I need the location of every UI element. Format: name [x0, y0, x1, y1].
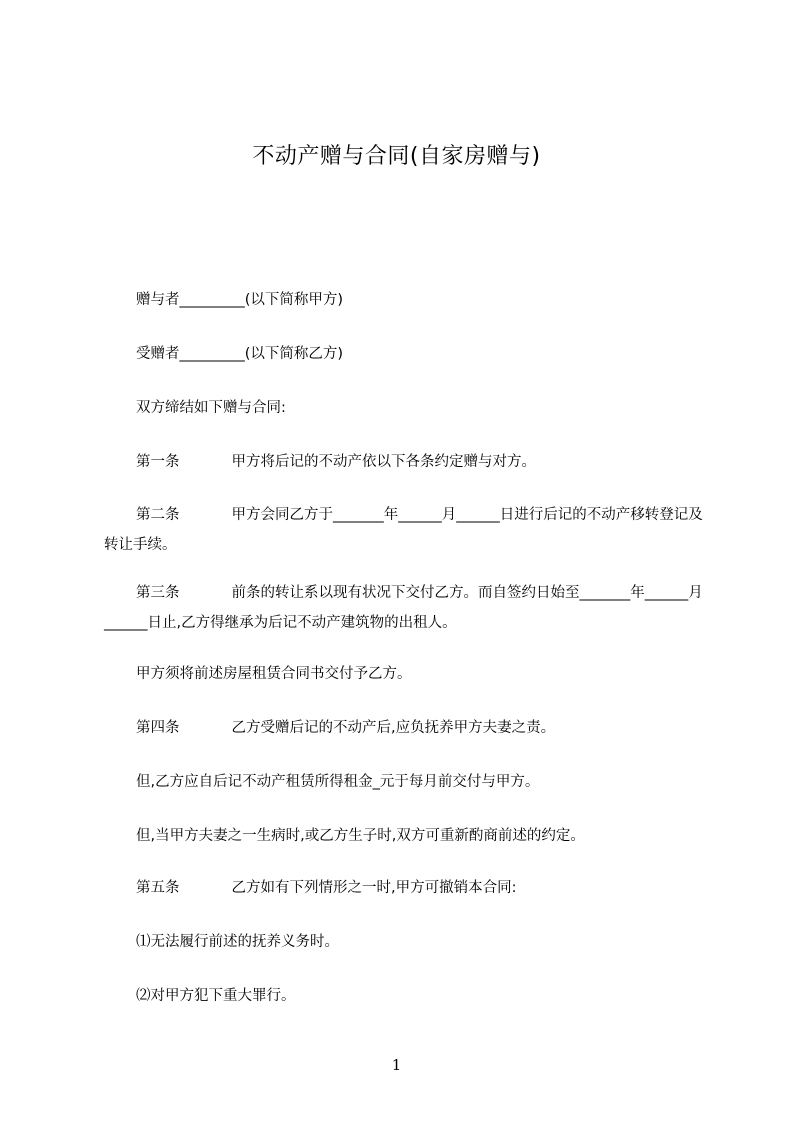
article-label: 第五条	[136, 880, 180, 896]
article-text: 甲方将后记的不动产依以下各条约定赠与对方。	[231, 454, 536, 470]
article-text: 甲方会同乙方于_______年______月______日进行后记的不动产移转登记及转让手续。	[104, 507, 703, 553]
article-1	[136, 452, 716, 472]
paragraph-intro	[136, 398, 716, 418]
article-5	[136, 878, 716, 898]
paragraph-rent	[136, 772, 716, 792]
article-text: 前条的转让系以现有状况下交付乙方。而自签约日始至_______年______月______日止,乙方得继承为后记不动产建筑物的出租人。	[104, 585, 703, 631]
article-label: 第四条	[136, 720, 180, 736]
paragraph-text: 但,乙方应自后记不动产租赁所得租金_元于每月前交付与甲方。	[136, 774, 540, 790]
paragraph-text: 但,当甲方夫妻之一生病时,或乙方生子时,双方可重新酌商前述的约定。	[136, 828, 585, 844]
article-text: 乙方如有下列情形之一时,甲方可撤销本合同:	[231, 880, 517, 896]
paragraph-donee	[136, 344, 716, 364]
paragraph-text: 甲方须将前述房屋租赁合同书交付予乙方。	[136, 666, 412, 682]
article-label: 第一条	[136, 454, 180, 470]
paragraph-text: 赠与者_________(以下简称甲方)	[136, 292, 344, 308]
paragraph-text: 双方缔结如下赠与合同:	[136, 400, 286, 416]
article-2	[104, 500, 704, 560]
list-item	[136, 986, 716, 1006]
paragraph-renegotiate	[136, 826, 716, 846]
article-4	[136, 718, 716, 738]
paragraph-text: 受赠者_________(以下简称乙方)	[136, 346, 344, 362]
article-label: 第二条	[136, 507, 180, 523]
article-text: 乙方受赠后记的不动产后,应负抚养甲方夫妻之责。	[231, 720, 556, 736]
article-label: 第三条	[136, 585, 180, 601]
document-title: 不动产赠与合同(自家房赠与)	[252, 144, 541, 169]
paragraph-donor	[136, 290, 716, 310]
paragraph-text: ⑴无法履行前述的抚养义务时。	[136, 934, 339, 950]
paragraph-text: ⑵对甲方犯下重大罪行。	[136, 988, 296, 1004]
paragraph-lease-handover	[136, 664, 716, 684]
list-item	[136, 932, 716, 952]
page-number: 1	[391, 1056, 402, 1074]
article-3	[104, 578, 704, 638]
